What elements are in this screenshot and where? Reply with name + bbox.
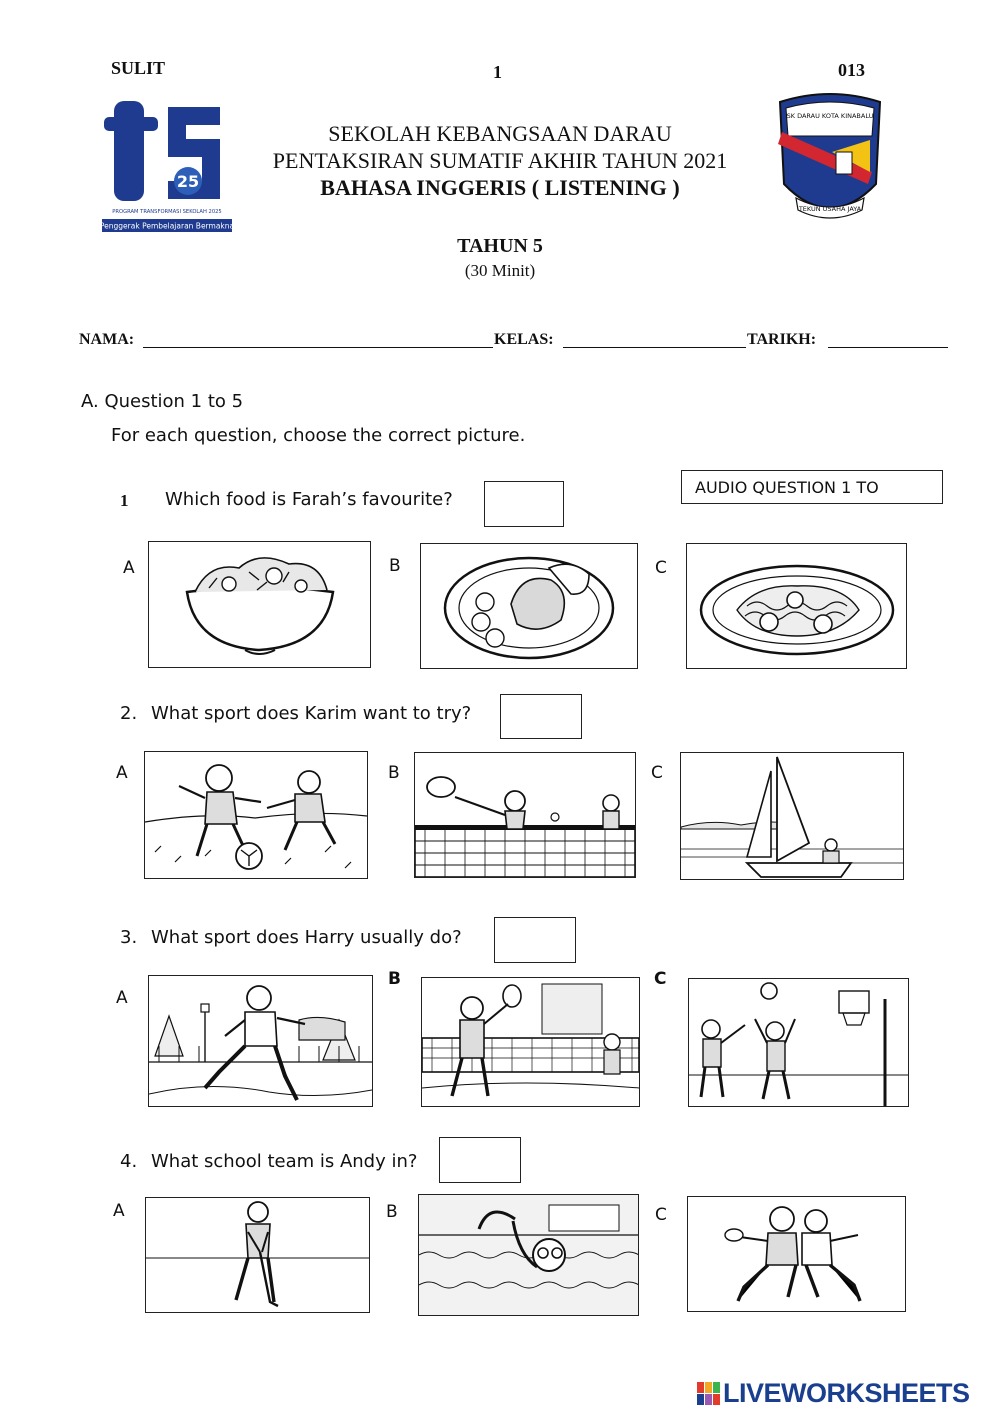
picture-spaghetti-plate[interactable] bbox=[686, 543, 907, 669]
picture-football[interactable] bbox=[144, 751, 368, 879]
picture-basketball[interactable] bbox=[688, 978, 909, 1107]
answer-box-q3[interactable] bbox=[494, 917, 576, 963]
answer-box-q1[interactable] bbox=[484, 481, 564, 527]
tarikh-label: TARIKH: bbox=[747, 331, 817, 348]
nama-field[interactable] bbox=[143, 347, 493, 348]
question-number: 1 bbox=[120, 491, 129, 510]
option-letter: B bbox=[388, 969, 401, 989]
picture-salad-bowl[interactable] bbox=[148, 541, 371, 668]
option-letter: C bbox=[654, 969, 667, 989]
picture-tennis[interactable] bbox=[414, 752, 636, 878]
subject-title: BAHASA INGGERIS ( LISTENING ) bbox=[320, 175, 680, 200]
option-letter: B bbox=[389, 556, 401, 576]
crest-motto: TEKUN USAHA JAYA bbox=[798, 205, 862, 213]
liveworksheets-logo-icon bbox=[697, 1382, 721, 1406]
question-number: 2. bbox=[120, 703, 138, 724]
option-letter: B bbox=[388, 763, 400, 783]
option-letter: C bbox=[651, 763, 663, 783]
picture-badminton[interactable] bbox=[421, 977, 640, 1107]
picture-swimming[interactable] bbox=[418, 1194, 639, 1316]
picture-sailing[interactable] bbox=[680, 752, 904, 880]
option-letter: C bbox=[655, 1205, 667, 1225]
paper-code: 013 bbox=[838, 60, 865, 80]
liveworksheets-watermark[interactable] bbox=[697, 1378, 997, 1410]
kelas-field[interactable] bbox=[563, 347, 746, 348]
question-text: What school team is Andy in? bbox=[151, 1151, 418, 1172]
picture-rugby[interactable] bbox=[687, 1196, 906, 1312]
section-title: A. Question 1 to 5 bbox=[81, 391, 244, 412]
option-letter: A bbox=[116, 763, 128, 783]
picture-running[interactable] bbox=[148, 975, 373, 1107]
question-number: 3. bbox=[120, 927, 138, 948]
year-title: TAHUN 5 bbox=[457, 235, 543, 257]
crest-top-text: SK DARAU KOTA KINABALU bbox=[786, 112, 874, 120]
answer-box-q4[interactable] bbox=[439, 1137, 521, 1183]
logo-number: 25 bbox=[176, 172, 200, 191]
logo-caption: PROGRAM TRANSFORMASI SEKOLAH 2025 bbox=[112, 209, 222, 215]
page-number: 1 bbox=[493, 62, 502, 82]
picture-rice-plate[interactable] bbox=[420, 543, 638, 669]
watermark-text: LIVEWORKSHEETS bbox=[723, 1378, 970, 1408]
question-text: Which food is Farah’s favourite? bbox=[165, 489, 453, 510]
option-letter: A bbox=[116, 988, 128, 1008]
nama-label: NAMA: bbox=[79, 331, 135, 348]
logo-tagline: Penggerak Pembelajaran Bermakna bbox=[100, 221, 234, 231]
question-text: What sport does Harry usually do? bbox=[151, 927, 462, 948]
sulit-label: SULIT bbox=[111, 58, 166, 78]
kelas-label: KELAS: bbox=[494, 331, 554, 348]
school-crest-logo bbox=[772, 92, 888, 236]
audio-question-box[interactable]: AUDIO QUESTION 1 TO bbox=[681, 470, 943, 504]
duration: (30 Minit) bbox=[464, 261, 536, 280]
school-name: SEKOLAH KEBANGSAAN DARAU bbox=[328, 121, 672, 146]
question-number: 4. bbox=[120, 1151, 138, 1172]
option-letter: A bbox=[113, 1201, 125, 1221]
option-letter: C bbox=[655, 558, 667, 578]
option-letter: B bbox=[386, 1202, 398, 1222]
assessment-title: PENTAKSIRAN SUMATIF AKHIR TAHUN 2021 bbox=[272, 148, 728, 173]
section-instruction: For each question, choose the correct picture. bbox=[111, 425, 526, 446]
option-letter: A bbox=[123, 558, 135, 578]
tarikh-field[interactable] bbox=[828, 347, 948, 348]
answer-box-q2[interactable] bbox=[500, 694, 582, 739]
question-text: What sport does Karim want to try? bbox=[151, 703, 472, 724]
picture-hockey[interactable] bbox=[145, 1197, 370, 1313]
